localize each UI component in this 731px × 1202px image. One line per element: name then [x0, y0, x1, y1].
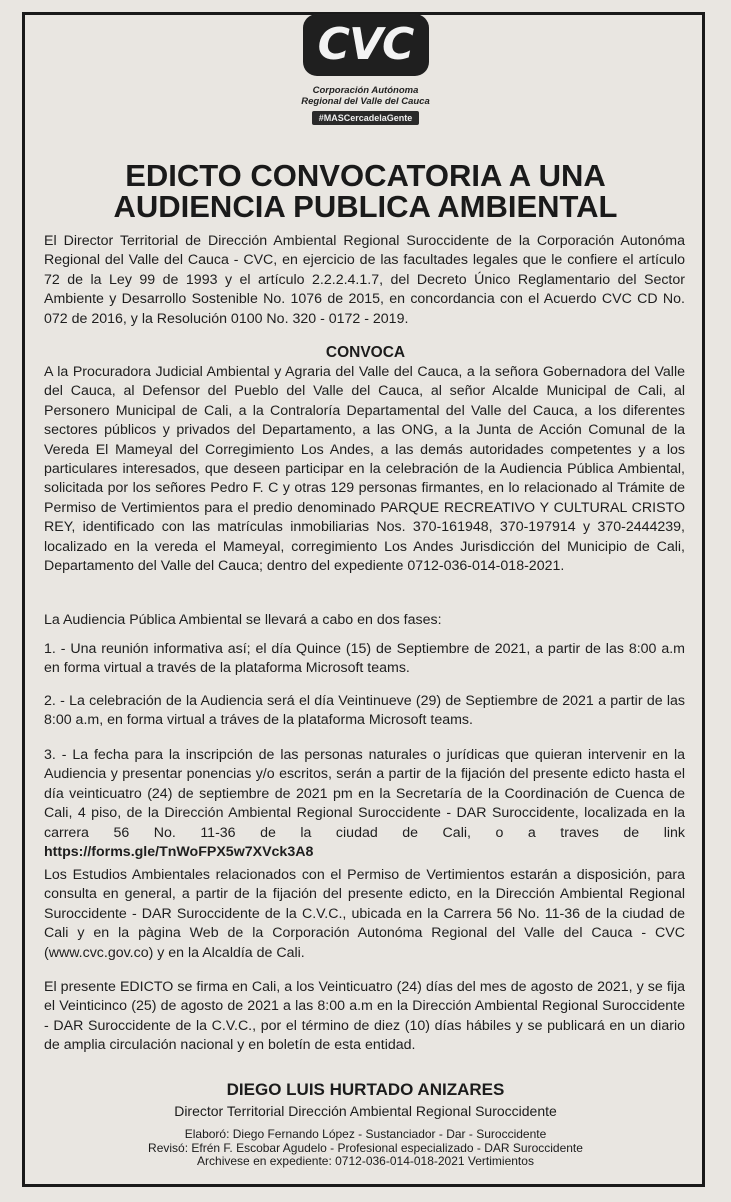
title-line1: EDICTO CONVOCATORIA A UNA — [125, 158, 606, 193]
cvc-logo — [0, 14, 731, 126]
credits — [0, 1128, 731, 1169]
signer-name: DIEGO LUIS HURTADO ANIZARES — [226, 1080, 505, 1099]
cvc-logo-text: CVC — [317, 19, 414, 70]
intro-paragraph: El Director Territorial de Dirección Ambiental Regional Suroccidente de la Corporación Autonóma Regional del Valle del Cauca - CVC, en ejercicio de las facultades legales que le confiere el artículo 72 de la Ley 99 de 1993 y el artículo 2.2.2.4.1.7, del Decreto Único Reglamentario del Sector Ambiente y Desarrollo Sostenible No. 1076 de 2015, en concordancia con el Acuerdo CVC CD No. 072 de 2016, y la Resolución 0100 No. 320 - 0172 - 2019. — [44, 233, 685, 327]
studies-paragraph: Los Estudios Ambientales relacionados con el Permiso de Vertimientos estarán a disposición, para consulta en general, a partir de la fijación del presente edicto, en la Dirección Ambiental Regional Suroccidente - DAR Suroccidente de la C.V.C., ubicada en la Carrera 56 No. 11-36 de la ciudad de Cali y en la pàgina Web de la Corporación Autonóma Regional del Valle del Cauca - CVC (www.cvc.gov.co) y en la Alcaldía de Cali. — [44, 867, 685, 961]
phase-3-text: 3. - La fecha para la inscripción de las personas naturales o jurídicas que quieran intervenir en la Audiencia y presentar ponencias y/o escritos, serán a partir de la fijación del presente edicto hasta el día veinticuatro (24) de septiembre de 2021 pm en la Secretaría de la Coordinación de Cuenca de Cali, 4 piso, de la Dirección Ambiental Regional Suroccidente - DAR Suroccidente, localizada en la carrera 56 No. 11-36 de la ciudad de Cali, o a traves de link — [44, 747, 685, 841]
signer-role: Director Territorial Dirección Ambiental Regional Suroccidente — [174, 1103, 557, 1119]
title-line2: AUDIENCIA PUBLICA AMBIENTAL — [113, 189, 618, 224]
credit-archivese: Archivese en expediente: 0712-036-014-018-2021 Vertimientos — [197, 1154, 534, 1168]
convoca-paragraph: A la Procuradora Judicial Ambiental y Agraria del Valle del Cauca, a la señora Gobernadora del Valle del Cauca, al Defensor del Pueblo del Valle del Cauca, al señor Alcalde Municipal de Cali, al Personero Municipal de Cali, a la Contraloría Departamental del Valle del Cauca, a los diferentes sectores públicos y privados del Departamento, a las ONG, a la Junta de Acción Comunal de la Vereda El Mameyal del Corregimiento Los Andes, a las demás autoridades competentes y a los particulares interesados, que deseen participar en la celebración de la Audiencia Pública Ambiental, solicitada por los señores Pedro F. C y otras 129 personas firmantes, en lo relacionado al Trámite de Permiso de Vertimientos para el predio denominado PARQUE RECREATIVO Y CULTURAL CRISTO REY, identificado con las matrículas inmobiliarias Nos. 370-161948, 370-197914 y 370-2444239, localizado en la vereda el Mameyal, corregimiento Los Andes Jurisdicción del Municipio de Cali, Departamento del Valle del Cauca; dentro del expediente 0712-036-014-018-2021. — [44, 364, 685, 575]
phases-intro: La Audiencia Pública Ambiental se llevará a cabo en dos fases: — [44, 612, 442, 628]
logo-subtitle-line2: Regional del Valle del Cauca — [301, 96, 430, 107]
registration-link: https://forms.gle/TnWoFPX5w7XVck3A8 — [44, 844, 314, 861]
logo-hashtag: #MASCercadelaGente — [312, 111, 420, 125]
closing-paragraph: El presente EDICTO se firma en Cali, a los Veinticuatro (24) días del mes de agosto de 2021, y se fija el Veinticinco (25) de agosto de 2021 a las 8:00 a.m en la Dirección Ambiental Regional Suroccidente - DAR Suroccidente de la C.V.C., por el término de diez (10) días hábiles y se publicará en un diario de amplia circulación nacional y en boletín de esta entidad. — [44, 979, 685, 1054]
credit-elaboro: Elaboró: Diego Fernando López - Sustanciador - Dar - Suroccidente — [184, 1127, 547, 1141]
phase-2: 2. - La celebración de la Audiencia será el día Veintinueve (29) de Septiembre de 2021 a partir de las 8:00 a.m, en forma virtual a tráves de la plataforma Microsoft teams. — [44, 693, 685, 729]
convoca-heading: CONVOCA — [325, 344, 406, 361]
cvc-logo-mark — [303, 14, 429, 76]
credit-reviso: Revisó: Efrén F. Escobar Agudelo - Profesional especializado - DAR Suroccidente — [148, 1140, 583, 1155]
phase-3 — [44, 746, 685, 862]
logo-subtitle — [0, 85, 731, 107]
phase-1: 1. - Una reunión informativa así; el día Quince (15) de Septiembre de 2021, a partir de las 8:00 a.m en forma virtual a través de la plataforma Microsoft teams. — [44, 641, 685, 677]
logo-subtitle-line1: Corporación Autónoma — [312, 85, 419, 96]
